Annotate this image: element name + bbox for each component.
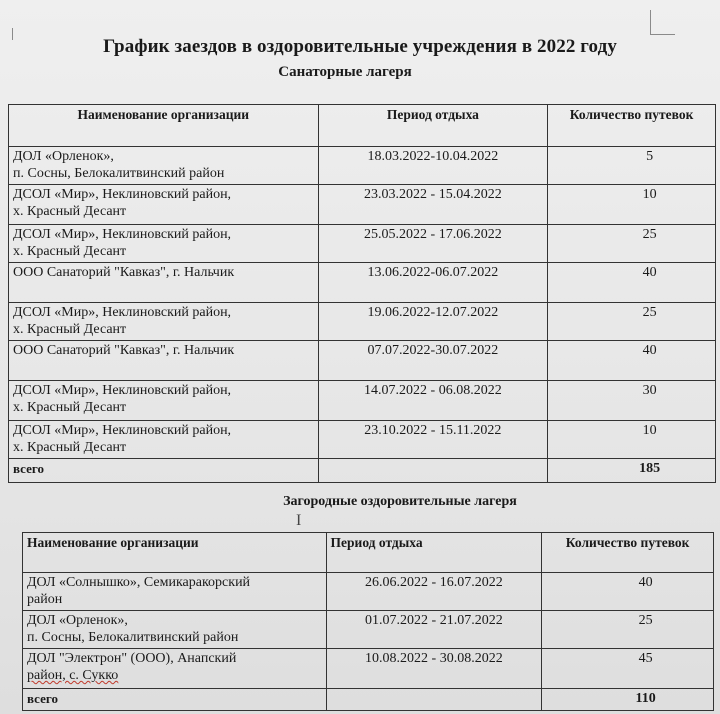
total-value: 110 [542,689,714,711]
cell-period: 10.08.2022 - 30.08.2022 [326,649,542,689]
cell-name: ДОЛ «Солнышко», Семикаракорский район [23,573,327,611]
table-row [9,225,716,263]
header-period: Период отдыха [318,105,548,147]
cell-qty: 10 [548,421,716,459]
table-row [23,611,714,649]
table-row [9,421,716,459]
cell-name: ДОЛ «Орленок», п. Сосны, Белокалитвинский район [9,147,319,185]
total-period-empty [318,459,548,483]
cell-period: 26.06.2022 - 16.07.2022 [326,573,542,611]
cell-period: 23.10.2022 - 15.11.2022 [318,421,548,459]
cell-period: 14.07.2022 - 06.08.2022 [318,381,548,421]
table-header-row [9,105,716,147]
cell-name: ДСОЛ «Мир», Неклиновский район, х. Красный Десант [9,421,319,459]
page-corner-mark [650,10,675,35]
table-total-row [9,459,716,483]
cell-period: 23.03.2022 - 15.04.2022 [318,185,548,225]
cell-name: ДСОЛ «Мир», Неклиновский район, х. Красный Десант [9,225,319,263]
cell-qty: 45 [542,649,714,689]
total-label: всего [23,689,327,711]
country-camps-table [22,532,714,711]
header-period: Период отдыха [326,533,542,573]
section-title-country-camps: Загородные оздоровительные лагеря [283,494,517,509]
cell-period: 07.07.2022-30.07.2022 [318,341,548,381]
cell-qty: 10 [548,185,716,225]
table-row [23,573,714,611]
total-label: всего [9,459,319,483]
cell-name: ООО Санаторий "Кавказ", г. Нальчик [9,341,319,381]
cell-period: 19.06.2022-12.07.2022 [318,303,548,341]
table-row [9,263,716,303]
cell-name: ДОЛ «Орленок», п. Сосны, Белокалитвинский район [23,611,327,649]
table-row [9,381,716,421]
sanatorium-camps-table [8,104,716,483]
cell-qty: 5 [548,147,716,185]
table-row [9,147,716,185]
section-title-sanatorium: Санаторные лагеря [278,64,412,80]
cell-qty: 30 [548,381,716,421]
cell-qty: 25 [542,611,714,649]
cell-qty: 40 [548,263,716,303]
total-value: 185 [548,459,716,483]
table-header-row [23,533,714,573]
cell-period: 18.03.2022-10.04.2022 [318,147,548,185]
cell-name: ДСОЛ «Мир», Неклиновский район, х. Красный Десант [9,185,319,225]
header-name: Наименование организации [23,533,327,573]
cell-qty: 40 [542,573,714,611]
cell-qty: 25 [548,225,716,263]
cell-name: ДСОЛ «Мир», Неклиновский район, х. Красный Десант [9,381,319,421]
cell-name: ДСОЛ «Мир», Неклиновский район, х. Красный Десант [9,303,319,341]
cell-name: ДОЛ "Электрон" (ООО), Анапский район, с. Сукко [23,649,327,689]
total-period-empty [326,689,542,711]
cell-period: 25.05.2022 - 17.06.2022 [318,225,548,263]
cell-period: 13.06.2022-06.07.2022 [318,263,548,303]
cell-period: 01.07.2022 - 21.07.2022 [326,611,542,649]
table-row [9,341,716,381]
cell-name: ООО Санаторий "Кавказ", г. Нальчик [9,263,319,303]
table-row [23,649,714,689]
table-row [9,185,716,225]
header-qty: Количество путевок [542,533,714,573]
header-qty: Количество путевок [548,105,716,147]
header-name: Наименование организации [9,105,319,147]
document-title: График заездов в оздоровительные учреждения в 2022 году [103,36,617,57]
cell-qty: 25 [548,303,716,341]
text-cursor-icon: I [296,512,302,529]
table-total-row [23,689,714,711]
table-row [9,303,716,341]
cell-qty: 40 [548,341,716,381]
